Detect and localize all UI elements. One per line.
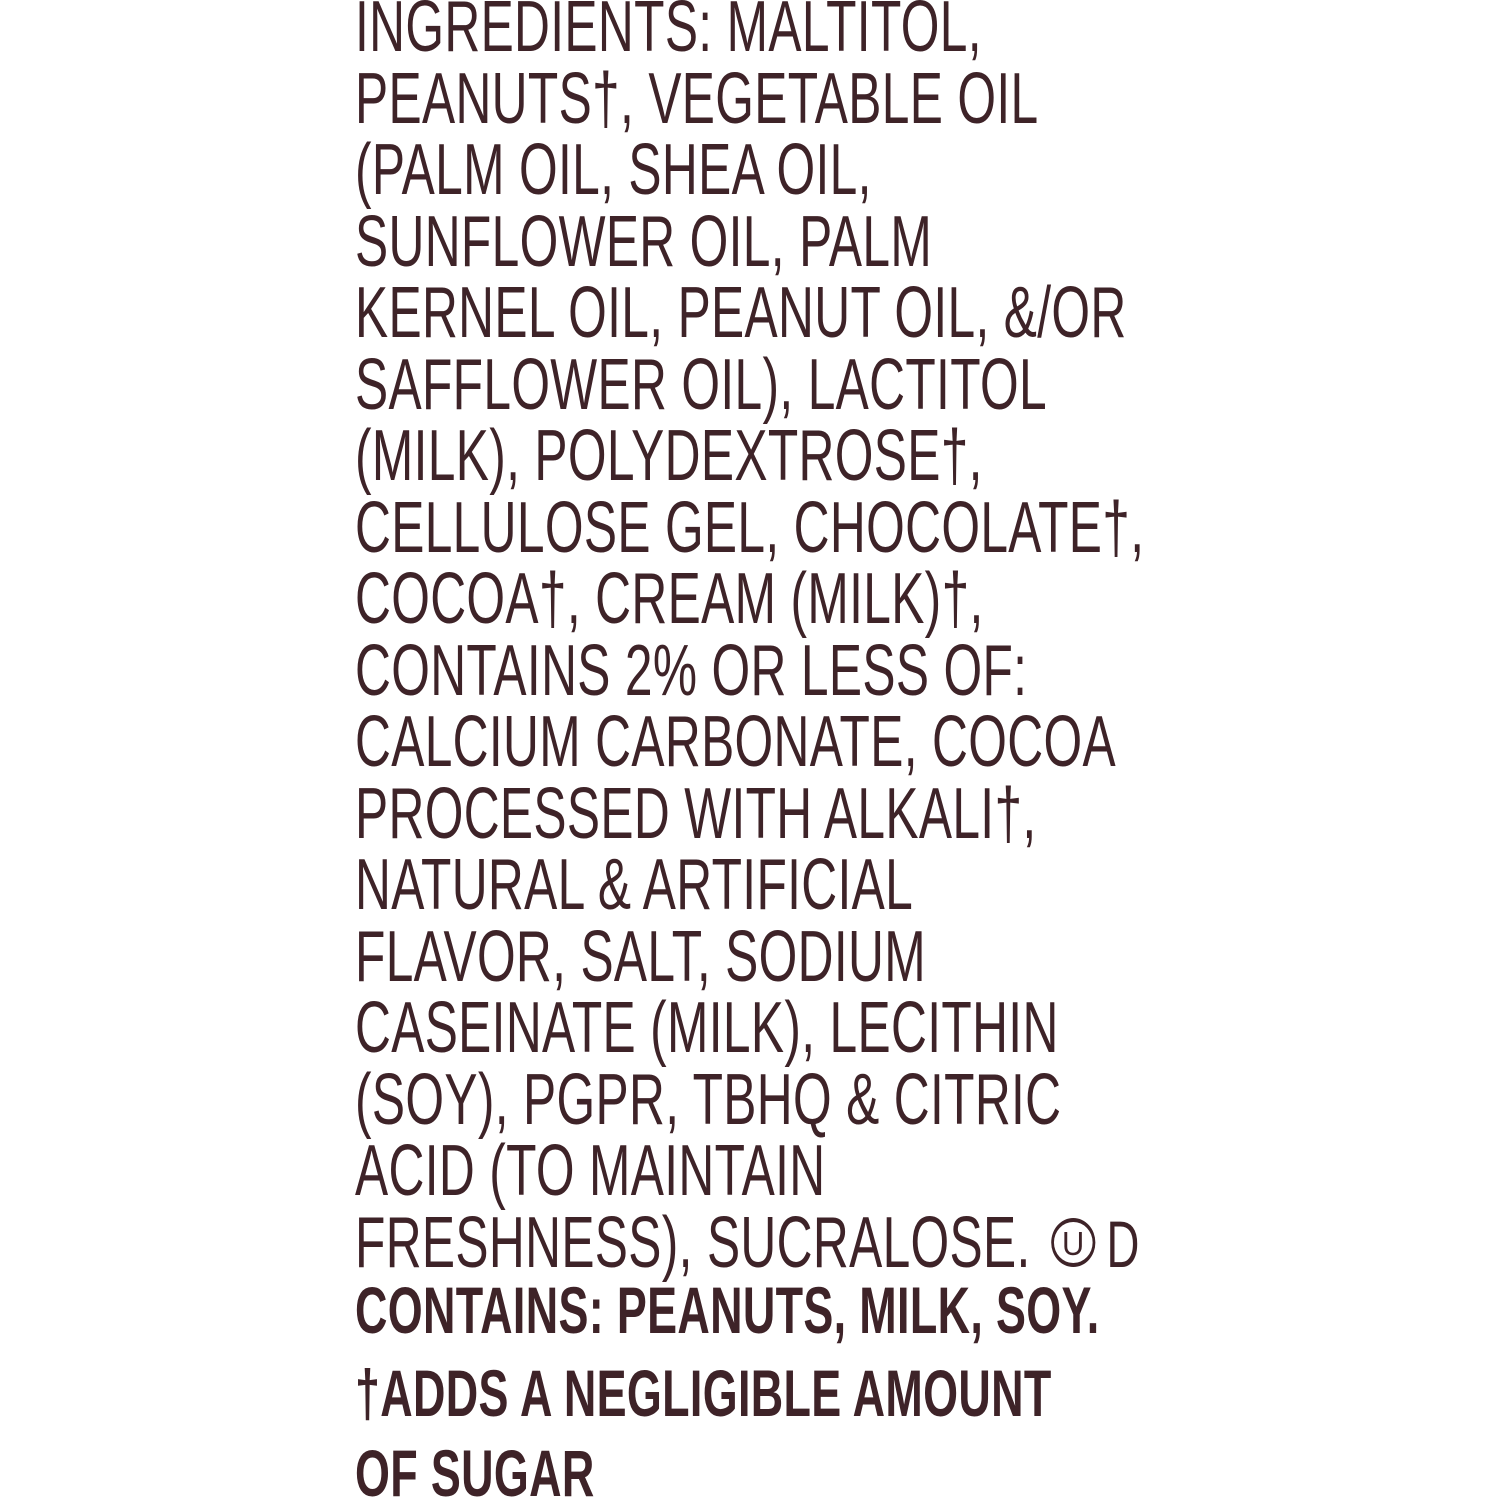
ingredients-line: (PALM OIL, SHEA OIL, bbox=[355, 130, 872, 210]
ingredients-line: INGREDIENTS: MALTITOL, bbox=[355, 0, 982, 67]
ingredients-line: CELLULOSE GEL, CHOCOLATE†, bbox=[355, 487, 1145, 568]
ingredients-line: CASEINATE (MILK), LECITHIN bbox=[355, 988, 1059, 1068]
ingredients-label bbox=[355, 0, 1500, 1500]
ingredients-line: KERNEL OIL, PEANUT OIL, &/OR bbox=[355, 273, 1127, 353]
kosher-ou-circle-icon bbox=[1051, 1218, 1095, 1267]
ingredients-line: COCOA†, CREAM (MILK)†, bbox=[355, 559, 984, 639]
ingredients-line: (SOY), PGPR, TBHQ & CITRIC bbox=[355, 1059, 1062, 1140]
kosher-dairy-letter: D bbox=[1106, 1206, 1140, 1281]
ingredients-line: ACID (TO MAINTAIN bbox=[355, 1131, 826, 1211]
ingredients-final-text: FRESHNESS), SUCRALOSE. bbox=[355, 1202, 1031, 1283]
ingredients-line: SAFFLOWER OIL), LACTITOL bbox=[355, 344, 1047, 425]
footnote-line-2: OF SUGAR bbox=[355, 1436, 595, 1500]
ingredients-line-final bbox=[355, 1202, 1155, 1283]
ingredients-line: CONTAINS 2% OR LESS OF: bbox=[355, 630, 1028, 711]
ingredients-line: NATURAL & ARTIFICIAL bbox=[355, 845, 914, 925]
ingredients-line: FLAVOR, SALT, SODIUM bbox=[355, 916, 926, 997]
ingredients-line: (MILK), POLYDEXTROSE†, bbox=[355, 416, 983, 496]
ingredients-line: PEANUTS†, VEGETABLE OIL bbox=[355, 58, 1039, 139]
ingredients-line: PROCESSED WITH ALKALI†, bbox=[355, 773, 1037, 854]
kosher-u-letter: U bbox=[1062, 1224, 1085, 1262]
ingredients-line: CALCIUM CARBONATE, COCOA bbox=[355, 702, 1116, 782]
ingredients-line: SUNFLOWER OIL, PALM bbox=[355, 201, 933, 282]
footnote-line-1: †ADDS A NEGLIGIBLE AMOUNT bbox=[355, 1356, 1052, 1430]
contains-statement: CONTAINS: PEANUTS, MILK, SOY. bbox=[355, 1273, 1100, 1347]
